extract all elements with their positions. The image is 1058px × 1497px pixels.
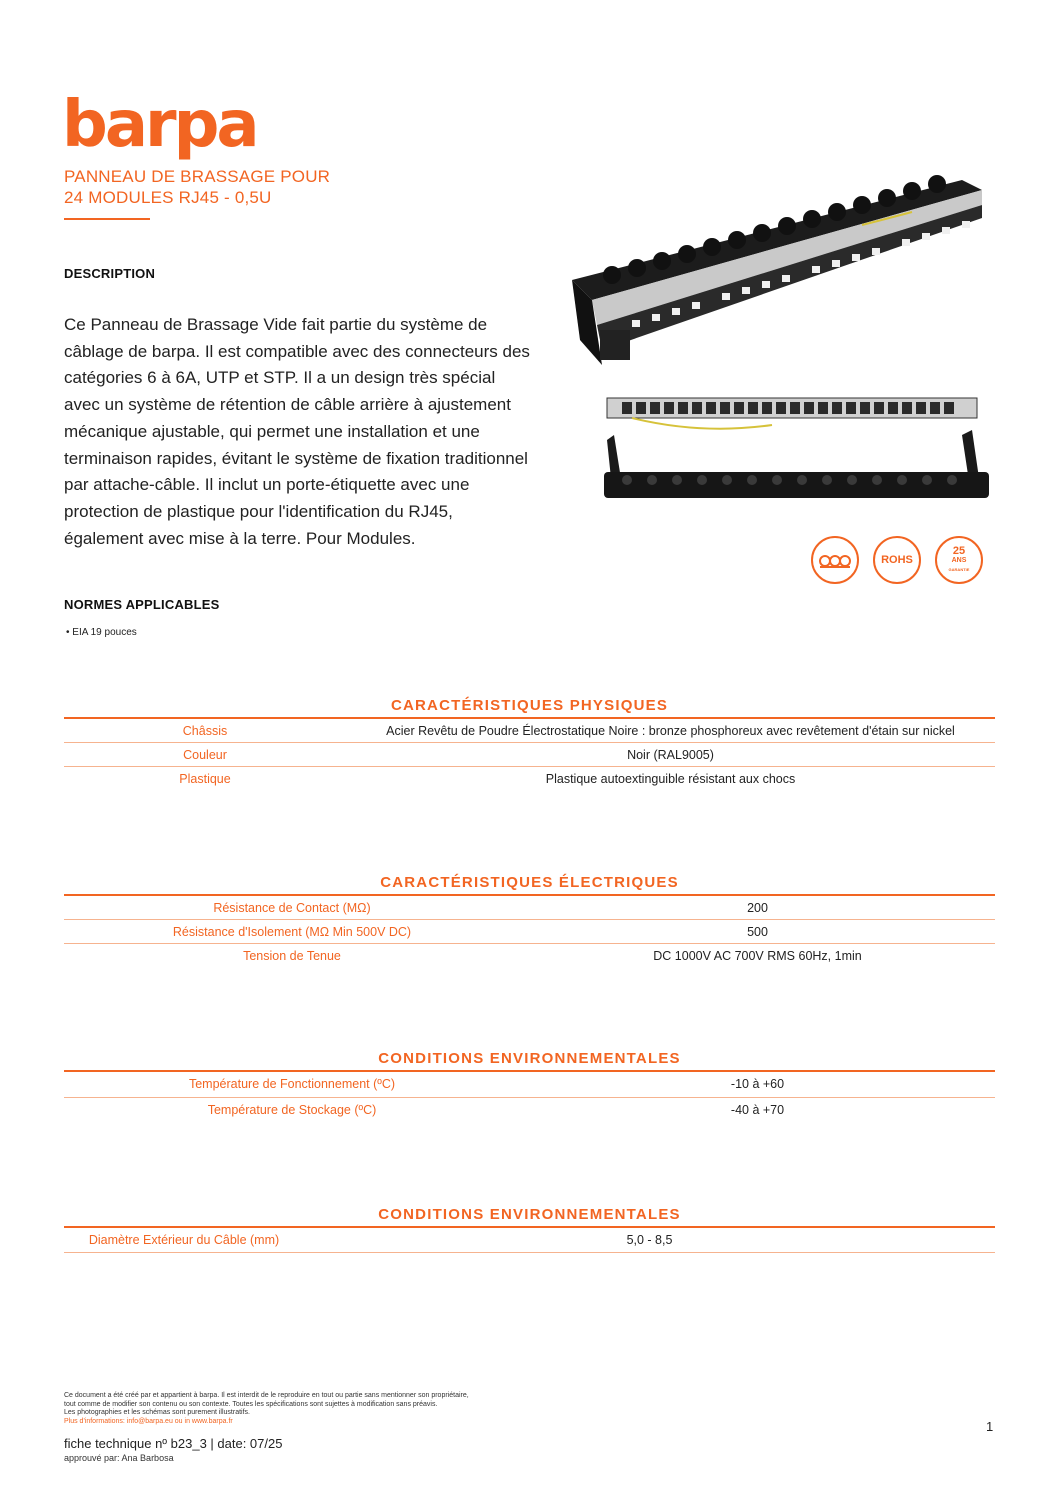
logo-text: barpa <box>62 96 257 162</box>
environmental-conditions-table <box>64 1048 995 1121</box>
description-body: Ce Panneau de Brassage Vide fait partie du système de câblage de barpa. Il est compatible avec des connecteurs des catégories 6 à 6A, UTP et STP. Il a un design très spécial avec un système de rétention de câble arrière à ajustement mécanique ajustable, qui permet une installation et une terminaison rapides, évitant le système de fixation traditionnel par attache-câble. Il inclut un porte-étiquette avec une protection de plastique pour l'identification du RJ45, également avec mise à la terre. Pour Modules. <box>64 315 530 548</box>
certification-badges <box>811 536 983 584</box>
warranty-icon <box>935 536 983 584</box>
contact-link[interactable]: Plus d'informations: info@barpa.eu ou in www.barpa.fr <box>64 1417 233 1425</box>
norms-heading: NORMES APPLICABLES <box>64 597 220 612</box>
cable-title: CONDITIONS ENVIRONNEMENTALES <box>378 1206 681 1223</box>
row-label: Résistance de Contact (MΩ) <box>213 901 371 915</box>
row-label: Diamètre Extérieur du Câble (mm) <box>88 1233 280 1247</box>
row-label: Température de Stockage (ºC) <box>207 1103 377 1117</box>
norm-item: • EIA 19 pouces <box>66 627 137 638</box>
row-label: Résistance d'Isolement (MΩ Min 500V DC) <box>172 925 412 939</box>
table-row <box>64 1098 995 1121</box>
table-row <box>64 743 995 767</box>
rohs-icon <box>873 536 921 584</box>
row-value: -10 à +60 <box>730 1077 785 1091</box>
row-value: Acier Revêtu de Poudre Électrostatique Noire : bronze phosphoreux avec revêtement d'étain sur nickel <box>386 724 955 738</box>
product-title-line2: 24 MODULES RJ45 - 0,5U <box>64 188 272 207</box>
row-value: DC 1000V AC 700V RMS 60Hz, 1min <box>653 949 862 963</box>
row-label: Couleur <box>183 748 227 762</box>
physical-characteristics-table <box>64 695 995 790</box>
approved-by: approuvé par: Ana Barbosa <box>64 1453 174 1463</box>
recycle-icon <box>811 536 859 584</box>
electrical-characteristics-table <box>64 872 995 967</box>
row-value: -40 à +70 <box>730 1103 785 1117</box>
row-label: Température de Fonctionnement (ºC) <box>188 1077 396 1091</box>
environmental-title: CONDITIONS ENVIRONNEMENTALES <box>378 1050 681 1067</box>
rohs-label: ROHS <box>881 554 913 566</box>
legal-line: tout comme de modifier son contenu ou son contexte. Toutes les spécifications sont sujettes à modification sans préavis. <box>64 1400 438 1408</box>
description-heading: DESCRIPTION <box>64 266 156 281</box>
row-label: Châssis <box>182 724 228 738</box>
product-image <box>552 150 1002 520</box>
product-title <box>64 166 330 208</box>
legal-notice <box>64 1392 534 1426</box>
patch-panel-front-icon <box>607 398 977 429</box>
row-value: 5,0 - 8,5 <box>626 1233 673 1247</box>
warranty-years: 25 <box>952 544 966 557</box>
table-row <box>64 1228 995 1253</box>
row-label: Tension de Tenue <box>243 949 341 963</box>
datasheet-reference: fiche technique nº b23_3 | date: 07/25 <box>64 1436 283 1451</box>
row-value: 200 <box>747 901 768 915</box>
table-row <box>64 767 995 790</box>
legal-line: Ce document a été créé par et appartient à barpa. Il est interdit de le reproduire en tout ou partie sans mentionner son propriétaire, <box>64 1392 469 1399</box>
warranty-unit: ANS <box>951 556 967 564</box>
physical-title: CARACTÉRISTIQUES PHYSIQUES <box>390 697 669 714</box>
warranty-label: GARANTIE <box>948 566 970 572</box>
row-value: Noir (RAL9005) <box>627 748 714 762</box>
table-row <box>64 920 995 944</box>
cable-retention-bar-icon <box>604 430 989 498</box>
cable-conditions-table <box>64 1204 995 1253</box>
patch-panel-perspective-icon <box>572 175 982 365</box>
barpa-logo <box>62 96 292 164</box>
page-number: 1 <box>986 1419 994 1434</box>
table-row <box>64 896 995 920</box>
table-row <box>64 1072 995 1098</box>
row-label: Plastique <box>179 772 231 786</box>
title-underline <box>64 218 150 220</box>
row-value: 500 <box>747 925 768 939</box>
legal-line: Les photographies et les schémas sont purement illustratifs. <box>64 1409 250 1417</box>
table-row <box>64 719 995 743</box>
product-title-line1: PANNEAU DE BRASSAGE POUR <box>64 167 331 186</box>
electrical-title: CARACTÉRISTIQUES ÉLECTRIQUES <box>380 874 679 891</box>
row-value: Plastique autoextinguible résistant aux chocs <box>545 772 796 786</box>
table-row <box>64 944 995 967</box>
